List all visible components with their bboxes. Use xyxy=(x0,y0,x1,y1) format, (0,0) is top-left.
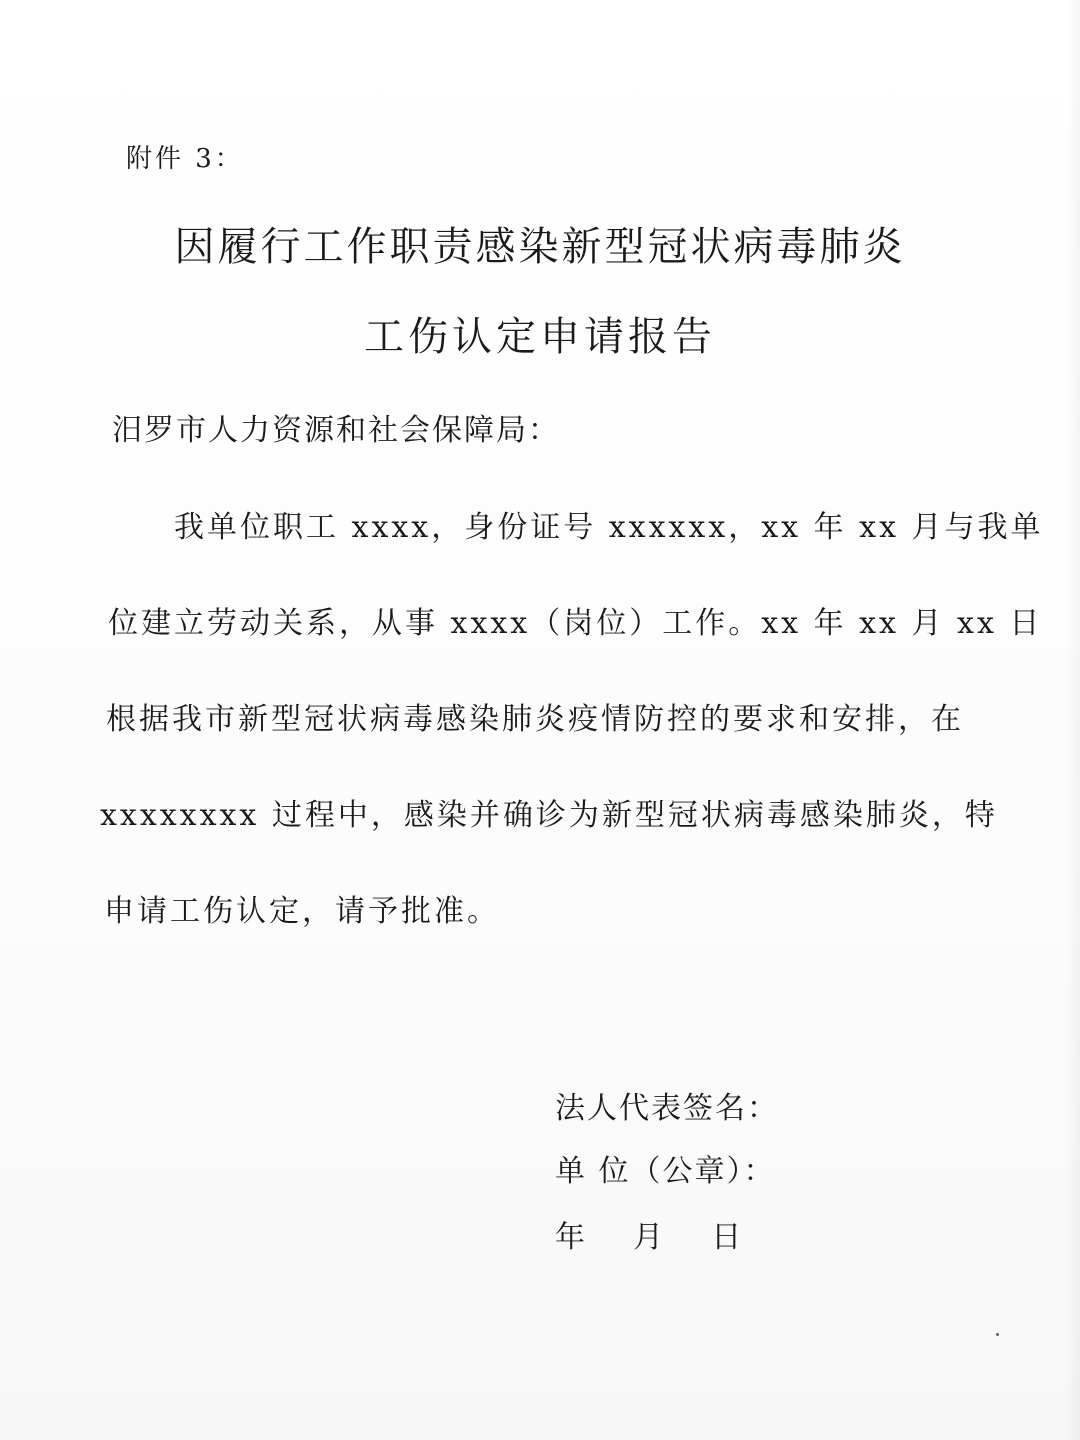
body-line-3: 根据我市新型冠状病毒感染肺炎疫情防控的要求和安排，在 xyxy=(106,702,964,737)
recipient-salutation: 汨罗市人力资源和社会保障局： xyxy=(112,413,560,448)
body-line-4: xxxxxxxx 过程中，感染并确诊为新型冠状病毒感染肺炎，特 xyxy=(100,798,998,833)
attachment-label: 附件 3： xyxy=(126,144,244,174)
body-line-1: 我单位职工 xxxx，身份证号 xxxxxx，xx 年 xx 月与我单 xyxy=(174,510,1044,545)
document-title-line-1: 因履行工作职责感染新型冠状病毒肺炎 xyxy=(174,224,906,270)
body-line-2: 位建立劳动关系，从事 xxxx（岗位）工作。xx 年 xx 月 xx 日 xyxy=(108,606,1043,641)
legal-representative-signature-label: 法人代表签名： xyxy=(555,1091,779,1126)
body-line-5: 申请工伤认定，请予批准。 xyxy=(104,894,500,929)
date-label: 年 月 日 xyxy=(555,1220,744,1255)
unit-seal-label: 单 位（公章）： xyxy=(555,1154,776,1189)
document-title-line-2: 工伤认定申请报告 xyxy=(364,314,716,360)
scan-speck xyxy=(996,1333,999,1336)
